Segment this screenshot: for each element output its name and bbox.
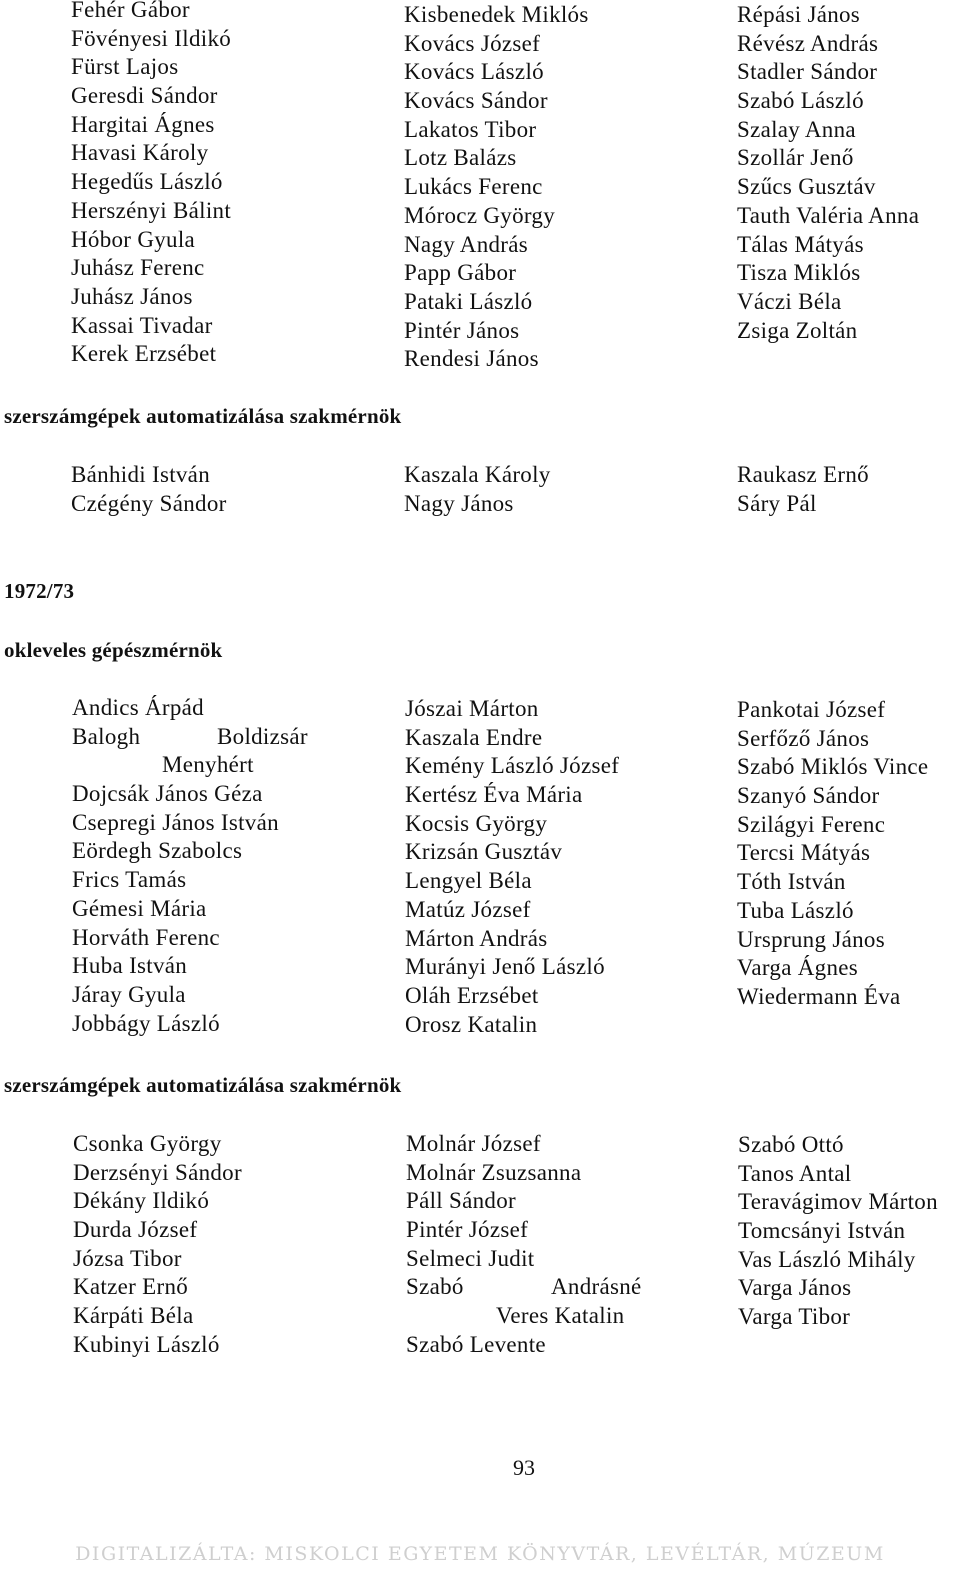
top-col-1 <box>71 0 231 369</box>
name-entry: Bánhidi István <box>71 462 210 487</box>
name-entry: Szabó Levente <box>406 1331 546 1357</box>
name-entry: Matúz József <box>405 896 531 922</box>
name-entry: Pintér János <box>404 317 520 343</box>
section3-col-2 <box>405 695 619 1039</box>
name-entry: Durda József <box>73 1217 198 1243</box>
name-entry: Orosz Katalin <box>405 1011 538 1037</box>
name-entry: Szabó László <box>737 88 864 114</box>
name-entry: Herszényi Bálint <box>71 197 232 223</box>
name-entry: Lengyel Béla <box>405 868 532 894</box>
section4-col-3 <box>738 1131 938 1332</box>
name-entry: Rendesi János <box>404 346 539 372</box>
name-entry: Havasi Károly <box>71 140 209 166</box>
name-entry: Dojcsák János Géza <box>72 781 263 807</box>
name-entry: Tisza Miklós <box>737 260 861 286</box>
section2-col-2 <box>404 461 551 518</box>
name-entry: Kárpáti Béla <box>73 1303 194 1329</box>
name-entry: Tercsi Mátyás <box>737 840 871 866</box>
name-entry: Szilágyi Ferenc <box>737 811 886 837</box>
name-entry: Wiedermann Éva <box>737 983 901 1009</box>
section4-col-1 <box>73 1130 242 1360</box>
name-entry: Kaszala Endre <box>405 724 543 750</box>
name-part: Szabó <box>406 1274 464 1300</box>
name-entry: Teravágimov Márton <box>738 1189 938 1215</box>
name-entry: Márton András <box>405 925 548 951</box>
name-entry: Tauth Valéria Anna <box>737 202 920 228</box>
name-entry: Hargitai Ágnes <box>71 111 215 137</box>
name-entry: Stadler Sándor <box>737 59 878 85</box>
name-entry: Lotz Balázs <box>404 145 517 171</box>
section-heading: szerszámgépek automatizálása szakmérnök <box>4 404 402 428</box>
name-entry: Huba István <box>72 953 188 979</box>
name-part: Boldizsár <box>217 723 308 749</box>
name-entry: Pintér József <box>406 1217 529 1243</box>
name-entry: Szalay Anna <box>737 116 856 142</box>
name-entry: Csonka György <box>73 1131 222 1156</box>
name-entry <box>406 1273 642 1302</box>
name-entry: Szabó Miklós Vince <box>737 754 929 780</box>
name-entry: Tanos Antal <box>738 1160 852 1186</box>
name-entry: Kaszala Károly <box>404 462 551 487</box>
name-entry: Varga Tibor <box>738 1304 851 1330</box>
name-entry: Lukács Ferenc <box>404 174 543 200</box>
name-entry: Kassai Tivadar <box>71 312 213 338</box>
name-entry: Kovács László <box>404 59 544 85</box>
name-entry: Kerek Erzsébet <box>71 341 217 367</box>
name-entry: Kocsis György <box>405 810 548 836</box>
section-heading: szerszámgépek automatizálása szakmérnök <box>4 1073 402 1097</box>
section-heading: okleveles gépészmérnök <box>4 638 223 662</box>
name-entry: Geresdi Sándor <box>71 83 218 109</box>
name-entry-continuation <box>406 1302 642 1331</box>
name-entry: Lakatos Tibor <box>404 116 537 142</box>
name-entry: Derzsényi Sándor <box>73 1159 242 1185</box>
name-entry: Hóbor Gyula <box>71 226 196 252</box>
name-part: Balogh <box>72 723 141 749</box>
name-entry: Katzer Ernő <box>73 1274 189 1300</box>
name-entry: Révész András <box>737 30 879 56</box>
name-entry: Dékány Ildikó <box>73 1188 210 1214</box>
name-entry: Szollár Jenő <box>737 145 854 171</box>
name-part: Menyhért <box>162 752 254 778</box>
name-entry: Nagy János <box>404 490 514 516</box>
name-entry: Járay Gyula <box>72 981 186 1007</box>
name-entry: Czégény Sándor <box>71 490 227 516</box>
name-entry: Horváth Ferenc <box>72 924 220 950</box>
name-entry: Kisbenedek Miklós <box>404 2 589 27</box>
digitization-footer: DIGITALIZÁLTA: MISKOLCI EGYETEM KÖNYVTÁR, LEVÉLTÁR, MÚZEUM <box>75 1543 885 1565</box>
name-entry: Tomcsányi István <box>738 1218 906 1244</box>
name-entry: Szűcs Gusztáv <box>737 174 876 200</box>
name-entry: Sáry Pál <box>737 490 817 516</box>
name-entry: Varga János <box>738 1275 852 1301</box>
name-entry: Varga Ágnes <box>737 955 859 981</box>
section2-col-3 <box>737 461 869 518</box>
name-entry: Oláh Erzsébet <box>405 982 539 1008</box>
section4-col-2 <box>406 1130 642 1360</box>
name-part: Andrásné <box>551 1274 642 1300</box>
name-entry: Molnár Zsuzsanna <box>406 1159 582 1185</box>
name-entry: Zsiga Zoltán <box>737 317 858 343</box>
section2-col-1 <box>71 461 227 518</box>
name-entry: Krizsán Gusztáv <box>405 839 563 865</box>
name-entry: Fövényesi Ildikó <box>71 25 232 51</box>
name-entry: Nagy András <box>404 231 529 257</box>
name-entry: Fehér Gábor <box>71 0 190 22</box>
name-entry: Szanyó Sándor <box>737 783 880 809</box>
name-entry: Józsa Tibor <box>73 1245 182 1271</box>
name-entry: Murányi Jenő László <box>405 954 605 980</box>
name-entry: Tálas Mátyás <box>737 231 864 257</box>
page-number: 93 <box>513 1455 535 1480</box>
name-entry: Frics Tamás <box>72 867 187 893</box>
top-col-3 <box>737 1 919 345</box>
name-entry: Tóth István <box>737 869 846 895</box>
name-entry: Jószai Márton <box>405 696 539 721</box>
name-entry: Váczi Béla <box>737 288 842 314</box>
name-entry: Répási János <box>737 2 861 27</box>
name-entry: Csepregi János István <box>72 809 279 835</box>
name-entry: Serfőző János <box>737 725 870 751</box>
name-entry: Kubinyi László <box>73 1331 220 1357</box>
name-entry: Pataki László <box>404 288 533 314</box>
name-entry: Juhász János <box>71 283 193 309</box>
name-entry: Papp Gábor <box>404 260 517 286</box>
name-entry: Pankotai József <box>737 697 886 722</box>
name-entry: Juhász Ferenc <box>71 255 205 281</box>
top-col-2 <box>404 1 589 374</box>
name-entry: Páll Sándor <box>406 1188 516 1214</box>
name-entry: Mórocz György <box>404 202 556 228</box>
name-entry: Vas László Mihály <box>738 1246 916 1272</box>
name-entry: Fürst Lajos <box>71 54 179 80</box>
name-entry: Kertész Éva Mária <box>405 782 583 808</box>
name-entry: Hegedűs László <box>71 169 223 195</box>
name-entry: Kovács Sándor <box>404 88 548 114</box>
name-entry <box>72 723 308 752</box>
name-entry: Szabó Ottó <box>738 1132 844 1157</box>
name-entry: Kemény László József <box>405 753 620 779</box>
name-entry: Ursprung János <box>737 926 885 952</box>
name-entry: Eördegh Szabolcs <box>72 838 243 864</box>
name-entry: Gémesi Mária <box>72 895 207 921</box>
name-entry: Tuba László <box>737 897 854 923</box>
name-entry: Molnár József <box>406 1131 541 1156</box>
year-heading: 1972/73 <box>4 579 75 603</box>
name-entry: Kovács József <box>404 30 541 56</box>
name-part: Veres Katalin <box>496 1303 625 1329</box>
name-entry: Selmeci Judit <box>406 1245 535 1271</box>
name-entry-continuation <box>72 751 308 780</box>
section3-col-3 <box>737 696 928 1012</box>
section3-col-1 <box>72 694 308 1038</box>
name-entry: Andics Árpád <box>72 695 204 720</box>
name-entry: Jobbágy László <box>72 1010 220 1036</box>
name-entry: Raukasz Ernő <box>737 462 869 487</box>
